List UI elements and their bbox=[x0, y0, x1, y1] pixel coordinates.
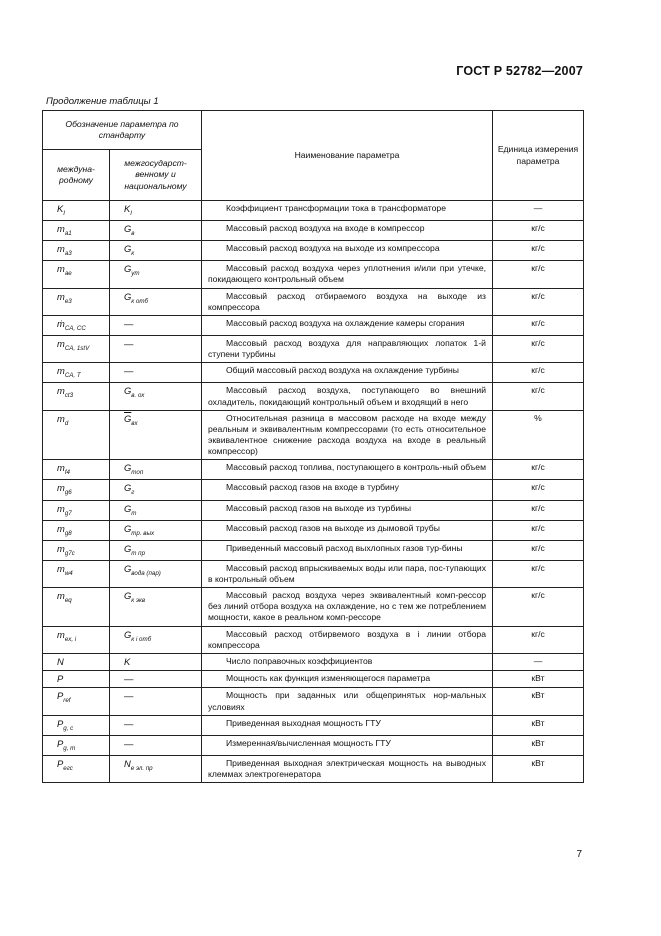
symbol-base: G bbox=[124, 223, 132, 235]
parameter-name-cell bbox=[202, 560, 493, 587]
symbol-subscript: г bbox=[131, 489, 135, 497]
symbol-subscript: к экв bbox=[131, 597, 146, 605]
parameter-name: Массовый расход воздуха для направляющих лопаток 1-й ступени турбины bbox=[208, 337, 486, 360]
parameter-name-cell bbox=[202, 520, 493, 540]
interstate-symbol-cell bbox=[110, 315, 202, 335]
table-row bbox=[43, 335, 584, 362]
symbol-base: m bbox=[57, 412, 65, 424]
symbol-subscript: d bbox=[64, 419, 69, 427]
parameter-name: Приведенная выходная мощность ГТУ bbox=[226, 717, 381, 728]
international-symbol-cell bbox=[43, 540, 110, 560]
parameter-name-cell bbox=[202, 671, 493, 688]
international-symbol-cell bbox=[43, 735, 110, 755]
parameter-name: Массовый расход топлива, поступающего в контроль-ный объем bbox=[226, 462, 486, 473]
table-row bbox=[43, 480, 584, 500]
parameters-table bbox=[42, 110, 584, 783]
symbol-base: P bbox=[57, 690, 64, 702]
parameter-name-cell bbox=[202, 688, 493, 715]
symbol-subscript: ref bbox=[63, 697, 71, 705]
symbol-subscript: g, c bbox=[63, 724, 74, 732]
symbol-subscript: a1 bbox=[64, 230, 72, 238]
symbol-subscript: g6 bbox=[64, 489, 72, 497]
interstate-header: межгосударст-венному и национальному bbox=[110, 150, 202, 201]
symbol-base: ṁ bbox=[57, 317, 65, 329]
symbol-subscript: ex, i bbox=[64, 635, 77, 643]
unit-cell: кг/с bbox=[493, 460, 584, 480]
parameter-name: Мощность как функция изменяющегося параметра bbox=[226, 673, 431, 684]
international-symbol-cell bbox=[43, 410, 110, 460]
symbol-base: m bbox=[57, 385, 65, 397]
table-row bbox=[43, 315, 584, 335]
parameter-name-cell bbox=[202, 626, 493, 653]
symbol-subscript: I bbox=[63, 210, 65, 217]
symbol-subscript: ут bbox=[131, 270, 140, 278]
table-row bbox=[43, 201, 584, 221]
interstate-symbol-cell bbox=[110, 588, 202, 627]
parameter-name-cell bbox=[202, 221, 493, 241]
symbol-base: $\overline{G}$ bbox=[124, 412, 132, 424]
international-symbol-cell bbox=[43, 221, 110, 241]
symbol-subscript: eq bbox=[64, 597, 72, 605]
interstate-symbol-cell bbox=[110, 755, 202, 782]
table-row bbox=[43, 540, 584, 560]
interstate-symbol-cell bbox=[110, 363, 202, 383]
symbol-base: N bbox=[124, 757, 131, 769]
international-symbol-cell bbox=[43, 480, 110, 500]
parameter-name-cell bbox=[202, 540, 493, 560]
table-row bbox=[43, 221, 584, 241]
symbol-base: G bbox=[124, 590, 132, 602]
international-symbol-cell bbox=[43, 261, 110, 288]
interstate-symbol-cell bbox=[110, 626, 202, 653]
symbol-base: G bbox=[124, 542, 132, 554]
parameter-name: Общий массовый расход воздуха на охлаждение турбины bbox=[226, 365, 459, 376]
parameter-name: Массовый расход отбираемого воздуха на выходе из компрессора bbox=[208, 290, 486, 312]
parameter-name: Массовый расход впрыскиваемых воды или пара, пос-тупающих в контрольный объем bbox=[208, 562, 486, 584]
symbol-subscript: тр. вых bbox=[131, 529, 155, 537]
interstate-symbol-cell bbox=[110, 671, 202, 688]
parameter-name: Число поправочных коэффициентов bbox=[226, 655, 373, 666]
symbol-subscript: т пр bbox=[131, 549, 146, 557]
parameter-name: Коэффициент трансформации тока в трансформаторе bbox=[226, 203, 446, 213]
symbol-base: K bbox=[57, 203, 64, 214]
standard-number: ГОСТ Р 52782—2007 bbox=[456, 64, 583, 78]
interstate-symbol-cell bbox=[110, 288, 202, 315]
table-row bbox=[43, 735, 584, 755]
unit-cell: кг/с bbox=[493, 363, 584, 383]
parameter-name-cell bbox=[202, 715, 493, 735]
international-symbol-cell bbox=[43, 588, 110, 627]
symbol-subscript: CA, T bbox=[64, 372, 81, 380]
symbol-base: G bbox=[124, 243, 132, 255]
interstate-symbol-cell bbox=[110, 221, 202, 241]
table-row bbox=[43, 715, 584, 735]
parameter-name: Мощность при заданных или общепринятых нор-мальных условиях bbox=[208, 690, 486, 712]
parameter-name-cell bbox=[202, 315, 493, 335]
symbol-base: m bbox=[57, 628, 65, 640]
symbol-subscript: CA, CC bbox=[64, 324, 86, 332]
unit-cell: кг/с bbox=[493, 261, 584, 288]
symbol-subscript: топ bbox=[131, 469, 144, 477]
international-symbol-cell bbox=[43, 460, 110, 480]
parameter-name: Массовый расход отбирвемого воздуха в i линии отбора компрессора bbox=[208, 628, 486, 650]
symbol-base: m bbox=[57, 365, 65, 377]
symbol-base: — bbox=[124, 365, 134, 377]
symbol-base: — bbox=[124, 690, 134, 702]
symbol-base: m bbox=[57, 462, 65, 474]
international-symbol-cell bbox=[43, 500, 110, 520]
symbol-base: m bbox=[57, 243, 65, 255]
international-symbol-cell bbox=[43, 335, 110, 362]
symbol-subscript: ct3 bbox=[64, 392, 74, 400]
page-number: 7 bbox=[576, 849, 582, 860]
table-row bbox=[43, 688, 584, 715]
unit-cell: кВт bbox=[493, 671, 584, 688]
table-row bbox=[43, 261, 584, 288]
international-symbol-cell bbox=[43, 671, 110, 688]
symbol-base: G bbox=[124, 502, 132, 514]
unit-cell: кВт bbox=[493, 688, 584, 715]
table-row bbox=[43, 560, 584, 587]
parameter-name: Массовый расход газов на входе в турбину bbox=[226, 482, 399, 493]
symbol-subscript: f4 bbox=[64, 469, 70, 477]
unit-cell: кг/с bbox=[493, 588, 584, 627]
symbol-subscript: е эл. пр bbox=[130, 764, 153, 772]
table-row bbox=[43, 383, 584, 410]
table-row bbox=[43, 288, 584, 315]
unit-header: Единица измерения параметра bbox=[493, 111, 584, 201]
parameter-name: Массовый расход воздуха на входе в компрессор bbox=[226, 223, 425, 234]
symbol-base: P bbox=[57, 673, 64, 685]
parameter-name-cell bbox=[202, 500, 493, 520]
parameter-name: Относительная разница в массовом расходе на входе между реальным и эквивалентным компрессорами (то есть относительное эквивалентное снижение расхода воздуха на входе в реальный компрессор) bbox=[208, 412, 486, 457]
interstate-symbol-cell bbox=[110, 480, 202, 500]
parameter-name: Массовый расход воздуха, поступающего во внешний охладитель, покидающий контрольный объем и входящий в него bbox=[208, 385, 486, 407]
parameter-name-cell bbox=[202, 410, 493, 460]
symbol-subscript: e3 bbox=[64, 297, 72, 305]
parameter-name-cell bbox=[202, 755, 493, 782]
interstate-symbol-cell bbox=[110, 383, 202, 410]
interstate-symbol-cell bbox=[110, 560, 202, 587]
symbol-base: G bbox=[124, 562, 132, 574]
symbol-subscript: g7c bbox=[64, 549, 75, 557]
symbol-subscript: ae bbox=[64, 270, 72, 278]
symbol-base: m bbox=[57, 223, 65, 235]
table-row bbox=[43, 410, 584, 460]
designation-group-header: Обозначение параметра по стандарту bbox=[43, 111, 202, 150]
symbol-base: m bbox=[57, 482, 65, 494]
symbol-subscript: g, m bbox=[63, 744, 76, 752]
unit-cell: кг/с bbox=[493, 241, 584, 261]
parameter-name-cell bbox=[202, 588, 493, 627]
table-body bbox=[43, 201, 584, 783]
parameter-name-cell bbox=[202, 335, 493, 362]
symbol-subscript: w4 bbox=[64, 569, 73, 577]
unit-cell: кг/с bbox=[493, 335, 584, 362]
international-symbol-cell bbox=[43, 383, 110, 410]
international-symbol-cell bbox=[43, 241, 110, 261]
international-symbol-cell bbox=[43, 688, 110, 715]
symbol-base: G bbox=[124, 263, 132, 275]
parameter-name-cell bbox=[202, 735, 493, 755]
interstate-symbol-cell bbox=[110, 735, 202, 755]
symbol-subscript: вода (пар) bbox=[131, 569, 161, 577]
interstate-symbol-cell bbox=[110, 241, 202, 261]
table-row bbox=[43, 520, 584, 540]
unit-cell: кВт bbox=[493, 735, 584, 755]
unit-cell: — bbox=[493, 653, 584, 670]
symbol-base: m bbox=[57, 290, 65, 302]
symbol-base: K bbox=[124, 203, 131, 214]
symbol-subscript: в bbox=[131, 230, 135, 238]
interstate-symbol-cell bbox=[110, 653, 202, 670]
unit-cell: — bbox=[493, 201, 584, 221]
symbol-base: m bbox=[57, 522, 65, 534]
symbol-base: G bbox=[124, 290, 132, 302]
unit-cell: кг/с bbox=[493, 626, 584, 653]
parameter-name-cell bbox=[202, 201, 493, 221]
interstate-symbol-cell bbox=[110, 500, 202, 520]
symbol-base: K bbox=[124, 655, 131, 667]
unit-cell: % bbox=[493, 410, 584, 460]
international-symbol-cell bbox=[43, 201, 110, 221]
parameter-name: Массовый расход воздуха на выходе из компрессора bbox=[226, 243, 440, 254]
international-symbol-cell bbox=[43, 363, 110, 383]
symbol-subscript: к отб bbox=[131, 297, 149, 305]
symbol-base: P bbox=[57, 737, 64, 749]
symbol-subscript: вх bbox=[131, 419, 138, 427]
unit-cell: кг/с bbox=[493, 560, 584, 587]
table-row bbox=[43, 363, 584, 383]
symbol-subscript: g7 bbox=[64, 509, 72, 517]
parameter-name-cell bbox=[202, 288, 493, 315]
interstate-symbol-cell bbox=[110, 261, 202, 288]
international-symbol-cell bbox=[43, 715, 110, 735]
table-row bbox=[43, 626, 584, 653]
symbol-base: P bbox=[57, 757, 64, 769]
table-row bbox=[43, 755, 584, 782]
parameter-name-cell bbox=[202, 363, 493, 383]
table-row bbox=[43, 671, 584, 688]
symbol-subscript: к i отб bbox=[131, 635, 152, 643]
unit-cell: кг/с bbox=[493, 221, 584, 241]
table-row bbox=[43, 500, 584, 520]
symbol-subscript: CA, 1stV bbox=[64, 344, 90, 352]
interstate-symbol-cell bbox=[110, 410, 202, 460]
international-symbol-cell bbox=[43, 520, 110, 540]
symbol-base: G bbox=[124, 385, 132, 397]
parameter-name-header: Наименование параметра bbox=[202, 111, 493, 201]
symbol-base: m bbox=[57, 590, 65, 602]
parameter-name-cell bbox=[202, 460, 493, 480]
symbol-subscript: I bbox=[130, 210, 132, 217]
international-symbol-cell bbox=[43, 315, 110, 335]
interstate-symbol-cell bbox=[110, 715, 202, 735]
parameter-name: Массовый расход воздуха через эквивалентный комп-рессор без линий отбора воздуха на охлаждение, но с тем же потреблением мощности, какое в реальном комп-рессоре bbox=[208, 590, 486, 623]
table-row bbox=[43, 653, 584, 670]
table-row bbox=[43, 241, 584, 261]
interstate-symbol-cell bbox=[110, 540, 202, 560]
interstate-symbol-cell bbox=[110, 520, 202, 540]
symbol-subscript: к bbox=[131, 250, 135, 258]
symbol-base: G bbox=[124, 482, 132, 494]
symbol-base: m bbox=[57, 502, 65, 514]
unit-cell: кВт bbox=[493, 755, 584, 782]
interstate-symbol-cell bbox=[110, 688, 202, 715]
symbol-base: — bbox=[124, 337, 134, 349]
interstate-symbol-cell bbox=[110, 335, 202, 362]
international-symbol-cell bbox=[43, 755, 110, 782]
parameter-name-cell bbox=[202, 383, 493, 410]
unit-cell: кг/с bbox=[493, 315, 584, 335]
symbol-subscript: в. ох bbox=[131, 392, 145, 400]
symbol-base: G bbox=[124, 628, 132, 640]
parameter-name: Приведенный массовый расход выхлопных газов тур-бины bbox=[226, 542, 463, 553]
symbol-base: m bbox=[57, 337, 65, 349]
symbol-base: m bbox=[57, 562, 65, 574]
parameter-name: Массовый расход воздуха на охлаждение камеры сгорания bbox=[226, 317, 465, 328]
symbol-base: P bbox=[57, 717, 64, 729]
symbol-base: m bbox=[57, 263, 65, 275]
parameter-name: Массовый расход воздуха через уплотнения и/или при утечке, покидающего контрольный объем bbox=[208, 263, 486, 285]
unit-cell: кг/с bbox=[493, 480, 584, 500]
symbol-base: G bbox=[124, 522, 132, 534]
parameter-name: Приведенная выходная электрическая мощность на выводных клеммах электрогенератора bbox=[208, 757, 486, 779]
international-symbol-cell bbox=[43, 626, 110, 653]
international-header: междуна-родному bbox=[43, 150, 110, 201]
international-symbol-cell bbox=[43, 653, 110, 670]
unit-cell: кг/с bbox=[493, 383, 584, 410]
symbol-subscript: g8 bbox=[64, 529, 72, 537]
parameter-name: Измеренная/вычисленная мощность ГТУ bbox=[226, 737, 391, 748]
symbol-subscript: eгc bbox=[63, 764, 73, 772]
table-row bbox=[43, 588, 584, 627]
parameter-name-cell bbox=[202, 261, 493, 288]
parameter-name: Массовый расход газов на выходе из турбины bbox=[226, 502, 412, 513]
international-symbol-cell bbox=[43, 560, 110, 587]
symbol-base: — bbox=[124, 737, 134, 749]
symbol-subscript: a3 bbox=[64, 250, 72, 258]
symbol-base: G bbox=[124, 462, 132, 474]
table-caption: Продолжение таблицы 1 bbox=[46, 96, 159, 107]
symbol-base: — bbox=[124, 673, 134, 685]
parameter-name-cell bbox=[202, 241, 493, 261]
unit-cell: кг/с bbox=[493, 500, 584, 520]
symbol-base: m bbox=[57, 542, 65, 554]
unit-cell: кг/с bbox=[493, 288, 584, 315]
unit-cell: кг/с bbox=[493, 540, 584, 560]
parameter-name: Массовый расход газов на выходе из дымовой трубы bbox=[226, 522, 440, 533]
international-symbol-cell bbox=[43, 288, 110, 315]
symbol-base: N bbox=[57, 655, 64, 667]
table-row bbox=[43, 460, 584, 480]
unit-cell: кг/с bbox=[493, 520, 584, 540]
symbol-base: — bbox=[124, 717, 134, 729]
parameter-name-cell bbox=[202, 480, 493, 500]
symbol-base: — bbox=[124, 317, 134, 329]
interstate-symbol-cell bbox=[110, 201, 202, 221]
symbol-subscript: т bbox=[131, 509, 137, 517]
parameter-name-cell bbox=[202, 653, 493, 670]
unit-cell: кВт bbox=[493, 715, 584, 735]
interstate-symbol-cell bbox=[110, 460, 202, 480]
